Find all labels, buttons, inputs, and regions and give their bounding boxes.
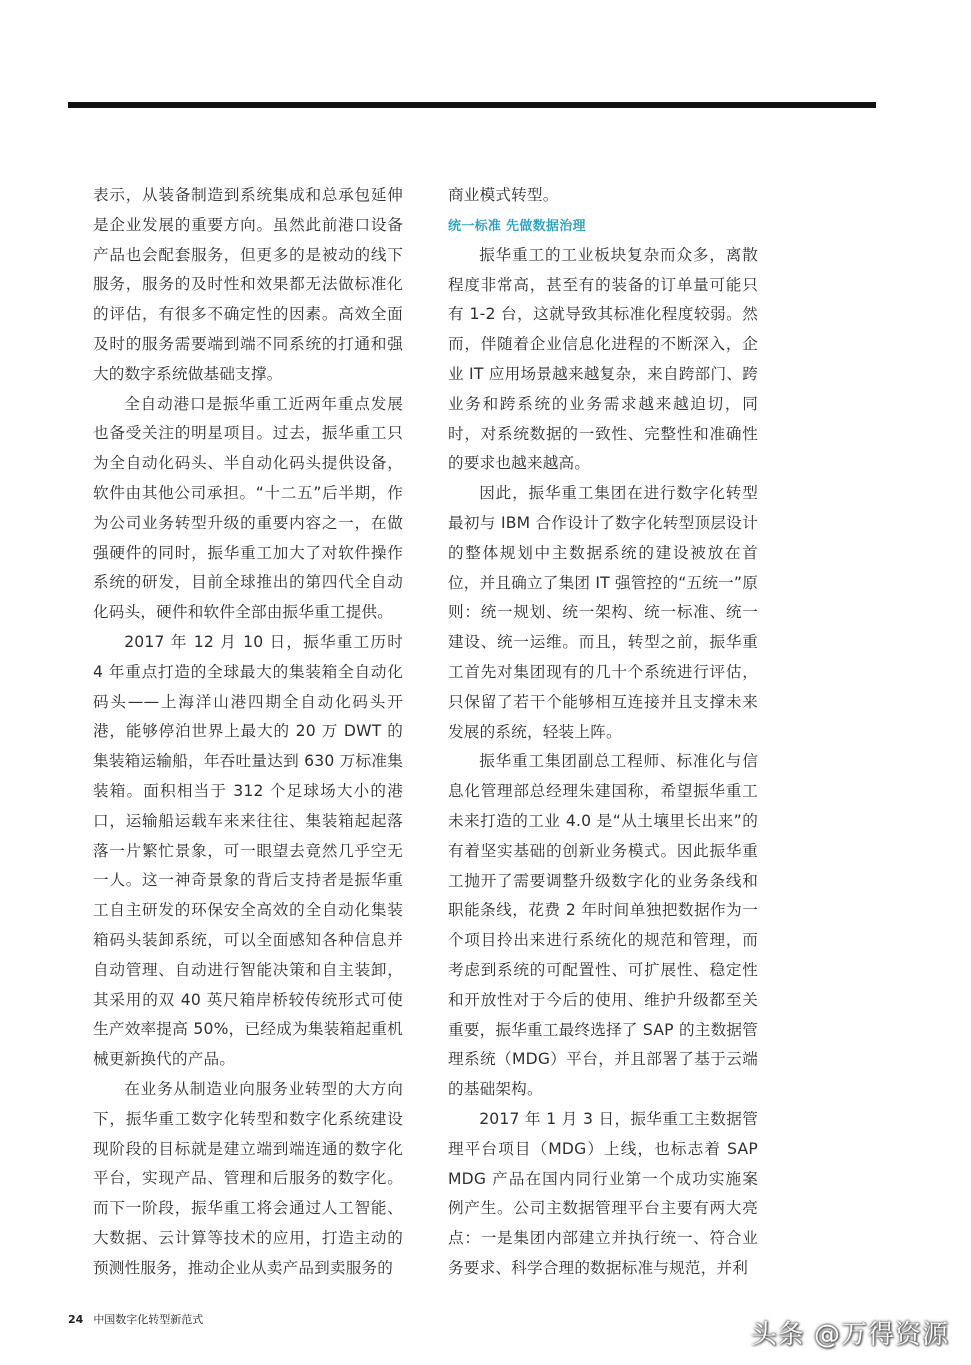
paragraph: 全自动港口是振华重工近两年重点发展也备受关注的明星项目。过去，振华重工只为全自动化码头、半自动化码头提供设备，软件由其他公司承担。“十二五”后半期，作为公司业务转型升级的重要内容之一，在做强硬件的同时，振华重工加大了对软件操作系统的研发，目前全球推出的第四代全自动化码头，硬件和软件全部由振华重工提供。 — [93, 394, 403, 622]
top-rule — [68, 102, 876, 108]
left-column — [93, 181, 403, 1283]
section-subheading: 统一标准 先做数据治理 — [448, 218, 586, 234]
paragraph: 因此，振华重工集团在进行数字化转型最初与 IBM 合作设计了数字化转型顶层设计的整体规划中主数据系统的建设被放在首位，并且确立了集团 IT 强管控的“五统一”原则：统一规划、统一架构、统一标准、统一建设、统一运维。而且，转型之前，振华重工首先对集团现有的几十个系统进行评估，只保留了若干个能够相互连接并且支撑未来发展的系统，轻装上阵。 — [448, 484, 758, 741]
paragraph: 2017 年 12 月 10 日，振华重工历时 4 年重点打造的全球最大的集装箱全自动化码头——上海洋山港四期全自动化码头开港，能够停泊世界上最大的 20 万 DWT 的集装箱运输船，年吞吐量达到 630 万标准集装箱。面积相当于 312 个足球场大小的港口，运输船运载车来来往往、集装箱起起落落一片繁忙景象，可一眼望去竟然几乎空无一人。这一神奇景象的背后支持者是振华重工自主研发的环保安全高效的全自动化集装箱码头装卸系统，可以全面感知各种信息并自动管理、自动进行智能决策和自主装卸，其采用的双 40 英尺箱岸桥较传统形式可使生产效率提高 50%，已经成为集装箱起重机械更新换代的产品。 — [93, 632, 403, 1069]
publication-title: 中国数字化转型新范式 — [93, 1313, 204, 1326]
paragraph: 表示，从装备制造到系统集成和总承包延伸是企业发展的重要方向。虽然此前港口设备产品也会配套服务，但更多的是被动的线下服务，服务的及时性和效果都无法做标准化的评估，有很多不确定性的因素。高效全面及时的服务需要端到端不同系统的打通和强大的数字系统做基础支撑。 — [93, 186, 403, 383]
watermark: 头条 @万得资源 — [750, 1320, 949, 1350]
right-column — [448, 181, 758, 1284]
paragraph: 2017 年 1 月 3 日，振华重工主数据管理平台项目（MDG）上线，也标志着 SAP MDG 产品在国内同行业第一个成功实施案例产生。公司主数据管理平台主要有两大亮点：一是集团内部建立并执行统一、符合业务要求、科学合理的数据标准与规范，并利 — [448, 1109, 758, 1277]
page-number: 24 — [68, 1313, 84, 1326]
paragraph: 振华重工集团副总工程师、标准化与信息化管理部总经理朱建国称，希望振华重工未来打造的工业 4.0 是“从土壤里长出来”的有着坚实基础的创新业务模式。因此振华重工抛开了需要调整升级数字化的业务条线和职能条线，花费 2 年时间单独把数据作为一个项目拎出来进行系统化的规范和管理，而考虑到系统的可配置性、可扩展性、稳定性和开放性对于今后的使用、维护升级都至关重要，振华重工最终选择了 SAP 的主数据管理系统（MDG）平台，并且部署了基于云端的基础架构。 — [448, 752, 758, 1099]
paragraph-lead: 商业模式转型。 — [448, 186, 559, 204]
page-footer — [68, 1311, 203, 1327]
paragraph: 在业务从制造业向服务业转型的大方向下，振华重工数字化转型和数字化系统建设现阶段的目标就是建立端到端连通的数字化平台，实现产品、管理和后服务的数字化。而下一阶段，振华重工将会通过人工智能、大数据、云计算等技术的应用，打造主动的预测性服务，推动企业从卖产品到卖服务的 — [93, 1079, 403, 1277]
paragraph: 振华重工的工业板块复杂而众多，离散程度非常高，甚至有的装备的订单量可能只有 1-2 台，这就导致其标准化程度较弱。然而，伴随着企业信息化进程的不断深入，企业 IT 应用场景越来越复杂，来自跨部门、跨业务和跨系统的业务需求越来越迫切，同时，对系统数据的一致性、完整性和准确性的要求也越来越高。 — [448, 245, 758, 473]
